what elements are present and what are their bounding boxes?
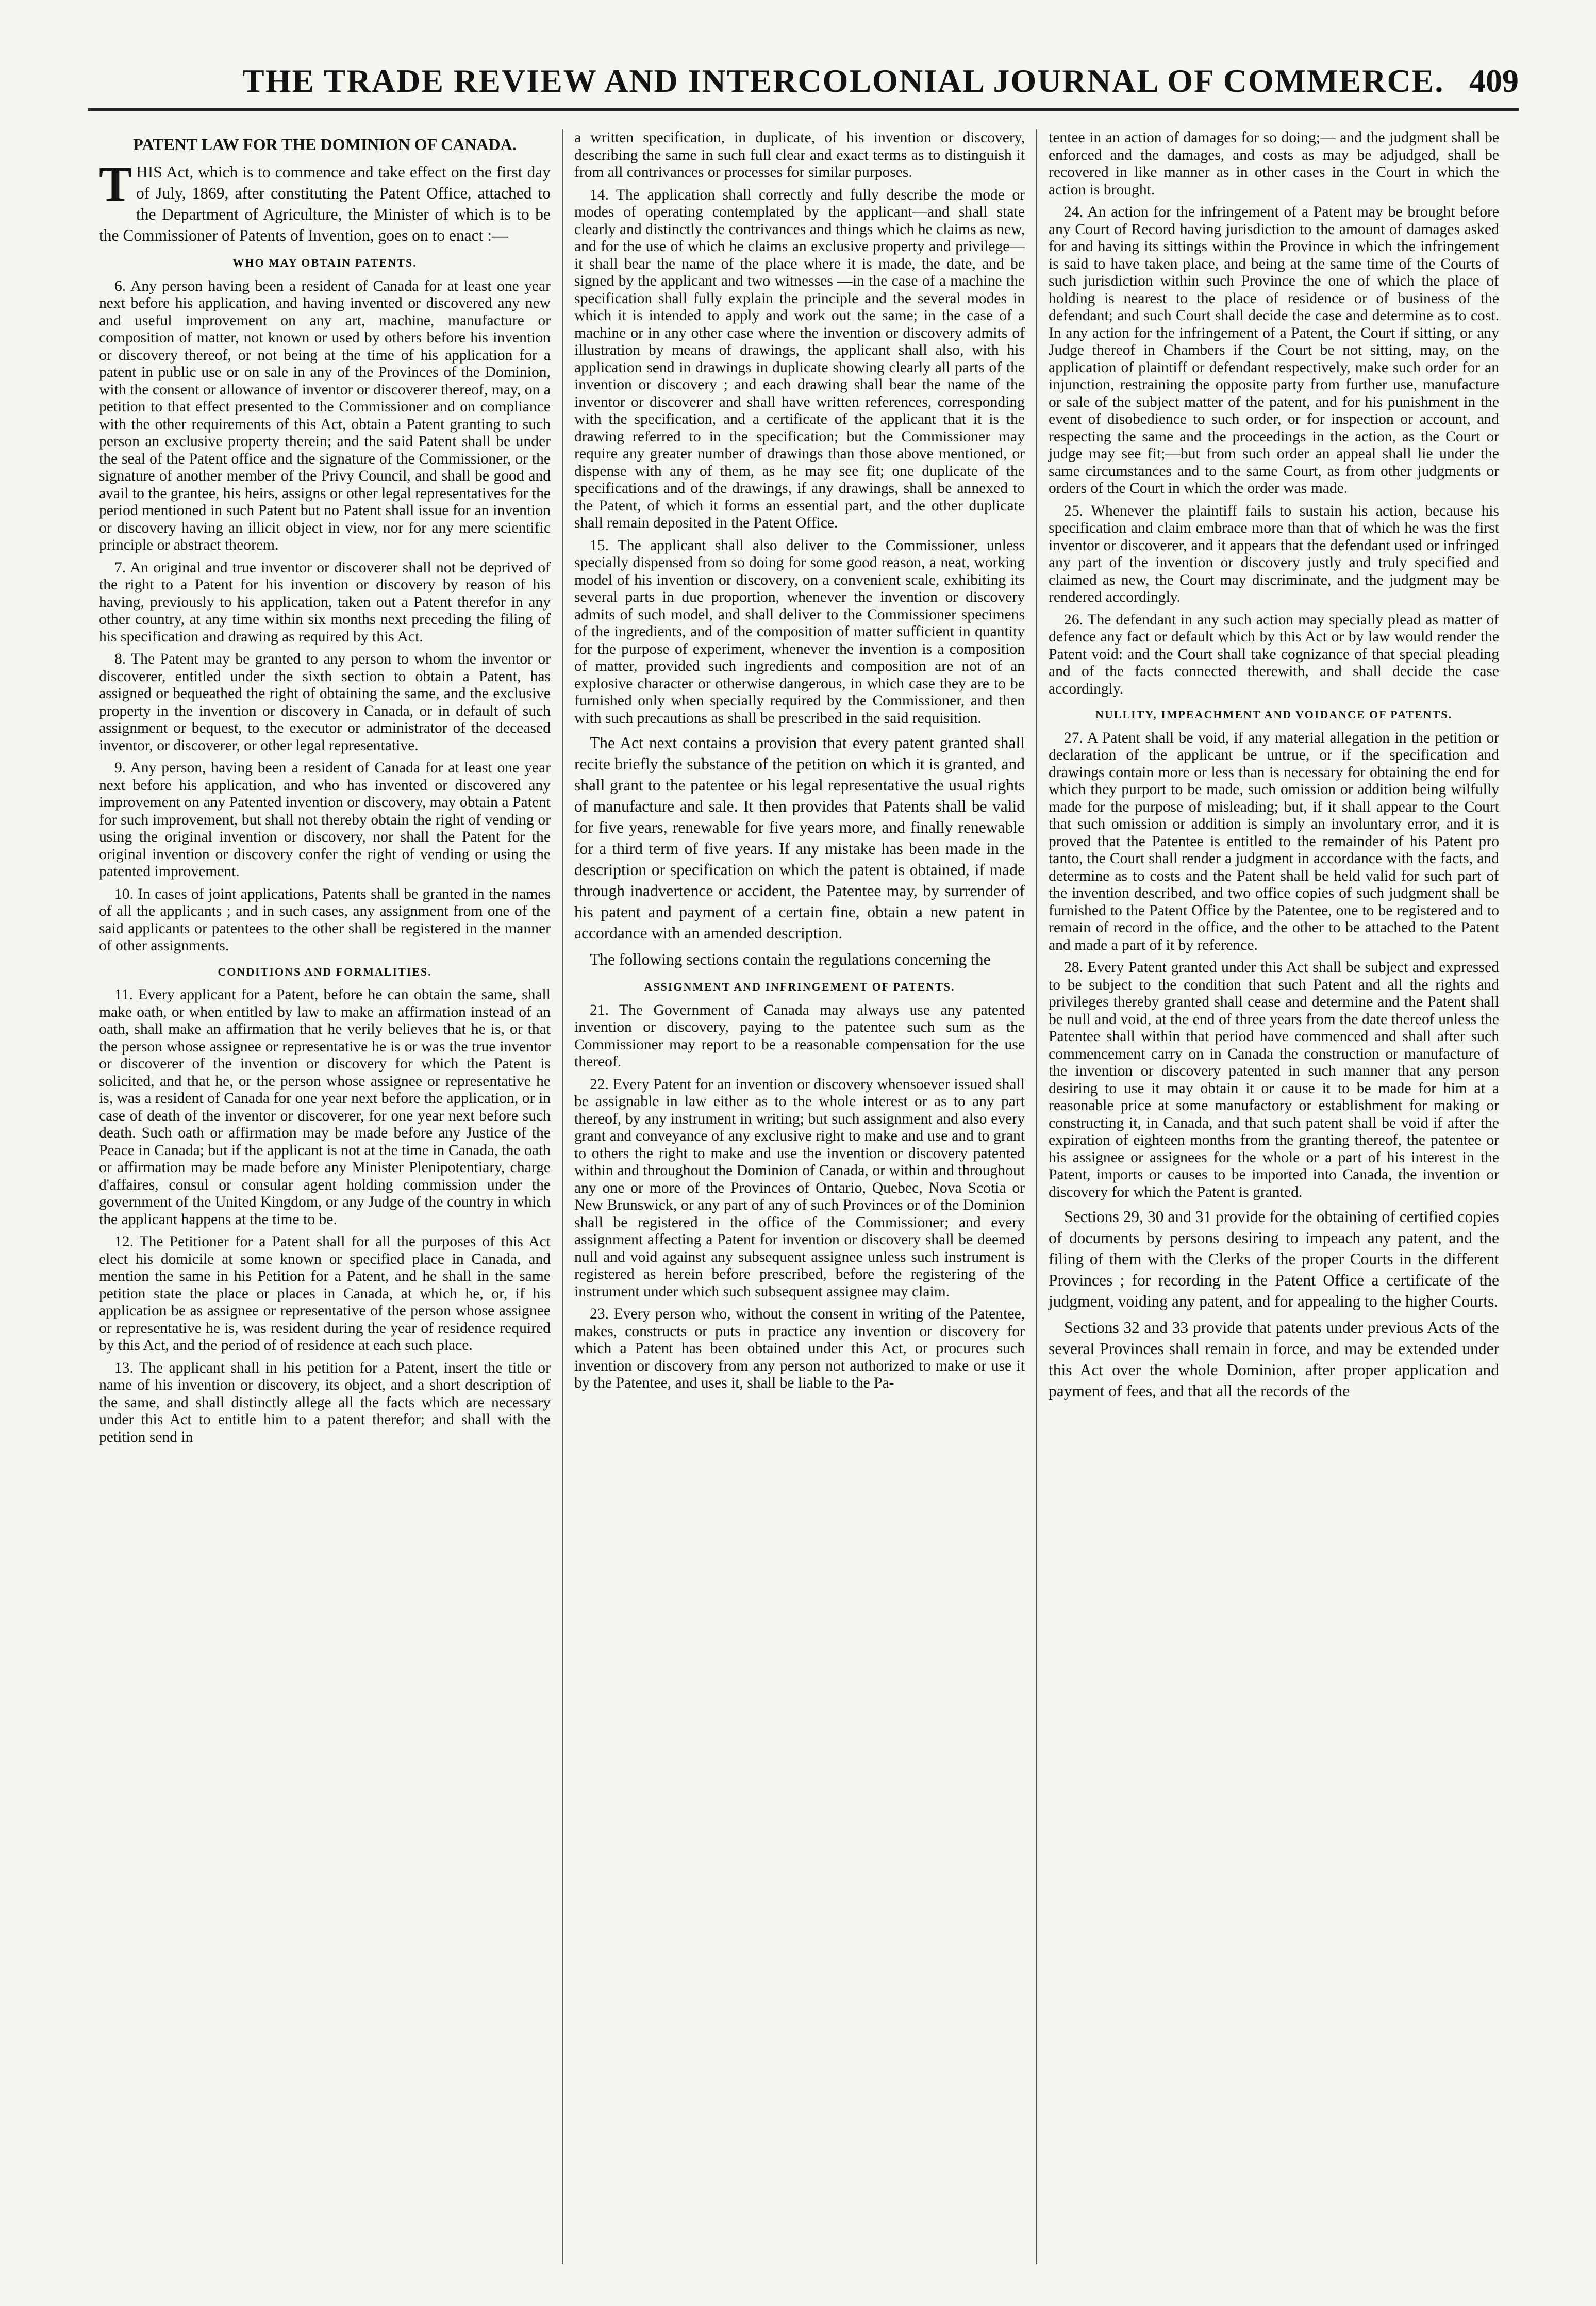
section-heading-nullity: NULLITY, IMPEACHMENT AND VOIDANCE OF PATENTS.	[1095, 708, 1452, 721]
paragraph-sections-32-33: Sections 32 and 33 provide that patents under previous Acts of the several Provinces shall remain in force, and may be extended under this Act over the whole Dominion, after proper application and payment of fees, and that all the records of the	[1049, 1319, 1499, 1400]
text-columns	[88, 129, 1519, 2264]
article-title: PATENT LAW FOR THE DOMINION OF CANADA.	[133, 135, 517, 154]
section-13: 13. The applicant shall in his petition for a Patent, insert the title or name of his invention or discovery, its object, and a short description of the same, and shall distinctly allege all the facts which are necessary under this Act to entitle him to a patent therefor; and shall with the petition send in	[99, 1359, 551, 1445]
section-15: 15. The applicant shall also deliver to the Commissioner, unless specially dispensed from so doing for some good reason, a neat, working model of his invention or discovery, on a convenient scale, exhibiting its several parts in due proportion, whenever the invention or discovery admits of such model, and shall deliver to the Commissioner specimens of the ingredients, and of the composition of matter sufficient in quantity for the purpose of experiment, whenever the invention is a composition of matter, provided such ingredients and composition are not of an explosive character or otherwise dangerous, in which case they are to be furnished only when specially required by the Commissioner, and then with such precautions as shall be prescribed in the said requisition.	[574, 537, 1025, 727]
page-number: 409	[1469, 62, 1519, 99]
section-22: 22. Every Patent for an invention or discovery whensoever issued shall be assignable in law either as to the whole interest or as to any part thereof, by any instrument in writing; but such assignment and also every grant and conveyance of any exclusive right to make and use and to grant to others the right to make and use the invention or discovery patented within and throughout the Dominion of Canada, or within and throughout any one or more of the Provinces of Ontario, Quebec, Nova Scotia or New Brunswick, or any part of any of such Provinces or of the Dominion shall be registered in the office of the Commissioner; and every assignment affecting a Patent for invention or discovery shall be deemed null and void against any subsequent assignee unless such instrument is registered as herein before prescribed, before the registering of the instrument under which such subsequent assignee may claim.	[574, 1076, 1025, 1300]
section-7: 7. An original and true inventor or discoverer shall not be deprived of the right to a Patent for his invention or discovery by reason of his having, previously to his application, taken out a Patent therefor in any other country, at any time within six months next preceding the filing of his specification and drawing as required by this Act.	[99, 559, 551, 645]
masthead	[88, 62, 1519, 111]
paragraph-following-sections: The following sections contain the regulations concerning the	[590, 950, 991, 968]
paragraph-sections-29-31: Sections 29, 30 and 31 provide for the obtaining of certified copies of documents by persons desiring to impeach any patent, and the filing of them with the Clerks of the proper Courts in the different Provinces ; for recording in the Patent Office a certificate of the judgment, voiding any patent, and for appealing to the higher Courts.	[1049, 1208, 1499, 1310]
section-23: 23. Every person who, without the consent in writing of the Patentee, makes, constructs or puts in practice any invention or discovery for which a Patent has been obtained under this Act, or procures such invention or discovery from any person not authorized to make or use it by the Patentee, and uses it, shall be liable to the Pa-	[574, 1306, 1025, 1391]
section-21: 21. The Government of Canada may always use any patented invention or discovery, paying to the patentee such sum as the Commissioner may report to be a reasonable compensation for the use thereof.	[574, 1001, 1025, 1070]
journal-title: THE TRADE REVIEW AND INTERCOLONIAL JOURNAL OF COMMERCE.	[242, 62, 1444, 99]
section-13-continued: a written specification, in duplicate, of his invention or discovery, describing the same in such full clear and exact terms as to distinguish it from all contrivances or processes for similar purposes.	[574, 129, 1025, 180]
section-12: 12. The Petitioner for a Patent shall for all the purposes of this Act elect his domicile at some known or specified place in Canada, and mention the same in his Petition for a Patent, and he shall in the same petition state the place or places in Canada, at which he, or, if his application be as assignee or representative of the person whose assignee or representative he is, was resident during the year of residence required by this Act, and the period of of residence at each such place.	[99, 1233, 551, 1354]
section-6: 6. Any person having been a resident of Canada for at least one year next before his application, and having invented or discovered any new and useful improvement on any art, machine, manufacture or composition of matter, not known or used by others before his invention or discovery thereof, or not being at the time of his application for a patent in public use or on sale in any of the Provinces of the Dominion, with the consent or allowance of inventor or discoverer thereof, may, on a petition to that effect presented to the Commissioner and on compliance with the other requirements of this Act, obtain a Patent granting to such person an exclusive property therein; and the said Patent shall be under the seal of the Patent office and the signature of the Commissioner, or the signature of another member of the Privy Council, and shall be good and avail to the grantee, his heirs, assigns or other legal representatives for the period mentioned in such Patent but no Patent shall issue for an invention or discovery having an illicit object in view, nor for any mere scientific principle or abstract theorem.	[99, 277, 551, 553]
article-intro	[99, 156, 551, 246]
section-26: 26. The defendant in any such action may specially plead as matter of defence any fact or default which by this Act or by law would render the Patent void: and the Court shall take cognizance of that special pleading and of the facts connected therewith, and shall decide the case accordingly.	[1049, 611, 1499, 697]
column-2	[562, 129, 1036, 2264]
section-11: 11. Every applicant for a Patent, before he can obtain the same, shall make oath, or when entitled by law to make an affirmation instead of an oath, shall make an affirmation that he verily believes that he is, or that the person whose assignee or representative he is or was the true inventor or discoverer of the invention or discovery for which the Patent is solicited, and that he, or the person whose assignee or representative he is, was a resident of Canada for one year next before the application, or in case of death of the inventor or discoverer, for one year next before such death. Such oath or affirmation may be made before any Justice of the Peace in Canada; but if the applicant is not at the time in Canada, the oath or affirmation may be made before any Minister Plenipotentiary, charge d'affaires, consul or consular agent holding commission under the government of the United Kingdom, or any Judge of the country in which the applicant happens at the time to be.	[99, 986, 551, 1228]
section-27: 27. A Patent shall be void, if any material allegation in the petition or declaration of the applicant be untrue, or if the specification and drawings contain more or less than is necessary for obtaining the end for which they purport to be made, such omission or addition being wilfully made for the purpose of misleading; but, if it shall appear to the Court that such omission or addition is simply an involuntary error, and it is proved that the Patentee is entitled to the remainder of his Patent pro tanto, the Court shall render a judgment in accordance with the facts, and determine as to costs and the Patent shall be held valid for such part of the invention described, and two office copies of such judgment shall be furnished to the Patent Office by the Patentee, one to be registered and to remain of record in the office, and the other to be attached to the Patent and made a part of it by reference.	[1049, 729, 1499, 953]
section-24: 24. An action for the infringement of a Patent may be brought before any Court of Record having jurisdiction to the amount of damages asked for and having its sittings within the Province in which the infringement is said to have taken place, and being at the same time of the Courts of such jurisdiction within such Province the one of which the place of holding is nearest to the place of residence or of business of the defendant; and such Court shall decide the case and determine as to cost. In any action for the infringement of a Patent, the Court if sitting, or any Judge thereof in Chambers if the Court be not sitting, may, on the application of plaintiff or defendant respectively, make such order for an injunction, restraining the opposite party from further use, manufacture or sale of the subject matter of the patent, and for his punishment in the event of disobedience to such order, or for inspection or account, and respecting the same and the proceedings in the action, as the Court or judge may see fit;—but from such order an appeal shall lie under the same circumstances and to the same Court, as from other judgments or orders of the Court in which the order was made.	[1049, 204, 1499, 497]
section-23-continued: tentee in an action of damages for so doing;— and the judgment shall be enforced and the damages, and costs as may be adjudged, shall be recovered in like manner as in other cases in the Court in which the action is brought.	[1049, 129, 1499, 198]
column-3	[1036, 129, 1510, 2264]
section-9: 9. Any person, having been a resident of Canada for at least one year next before his application, and who has invented or discovered any improvement on any Patented invention or discovery, may obtain a Patent for such improvement, but shall not thereby obtain the right of vending or using the original invention or discovery, nor shall the Patent for the original invention or discovery confer the right of vending or using the patented improvement.	[99, 760, 551, 880]
drop-cap: T	[99, 156, 132, 211]
paragraph-act-next: The Act next contains a provision that every patent granted shall recite briefly the substance of the petition on which it is granted, and shall grant to the patentee or his legal representative the usual rights of manufacture and sale. It then provides that Patents shall be valid for five years, renewable for five years more, and finally renewable for a third term of five years. If any mistake has been made in the description or specification on which the patent is obtained, if made through inadvertence or accident, the Patentee may, by surrender of his patent and payment of a certain fine, obtain a new patent in accordance with an amended description.	[574, 734, 1025, 942]
section-8: 8. The Patent may be granted to any person to whom the inventor or discoverer, entitled under the sixth section to obtain a Patent, has assigned or bequeathed the right of obtaining the same, and the exclusive property in the invention or discovery in Canada, or in default of such assignment or bequest, to the executor or administrator of the deceased inventor, or discoverer, or other legal representative.	[99, 651, 551, 754]
column-1	[88, 129, 562, 2264]
section-heading-conditions: CONDITIONS AND FORMALITIES.	[218, 965, 432, 978]
section-25: 25. Whenever the plaintiff fails to sustain his action, because his specification and claim embrace more than that of which he was the first inventor or discoverer, and it appears that the defendant used or infringed any part of the invention or discovery justly and truly specified and claimed as new, the Court may discriminate, and the judgment may be rendered accordingly.	[1049, 502, 1499, 605]
section-14: 14. The application shall correctly and fully describe the mode or modes of operating contemplated by the applicant—and shall state clearly and distinctly the contrivances and things which he claims as new, and for the use of which he claims an exclusive property and privilege—it shall bear the name of the place where it is made, the date, and be signed by the applicant and two witnesses —in the case of a machine the specification shall fully explain the principle and the several modes in which it is intended to apply and work out the same; in the case of a machine or in any other case where the invention or discovery admits of illustration by means of drawings, the applicant shall also, with his application send in drawings in duplicate showing clearly all parts of the invention or discovery ; and each drawing shall bear the name of the inventor or discoverer and shall have written references, corresponding with the specification, and a certificate of the applicant that it is the drawing referred to in the specification; but the Commissioner may require any greater number of drawings than those above mentioned, or dispense with any of them, as he may see fit; one duplicate of the specifications and of the drawings, if any drawings, shall be annexed to the Patent, of which it forms an essential part, and the other duplicate shall remain deposited in the Patent Office.	[574, 186, 1025, 531]
section-10: 10. In cases of joint applications, Patents shall be granted in the names of all the applicants ; and in such cases, any assignment from one of the said applicants or patentees to the other shall be registered in the manner of other assignments.	[99, 885, 551, 954]
section-28: 28. Every Patent granted under this Act shall be subject and expressed to be subject to the condition that such Patent and all the rights and privileges thereby granted shall cease and determine and the Patent shall be null and void, at the end of three years from the date thereof unless the Patentee shall within that period have commenced and shall after such commencement carry on in Canada the construction or manufacture of the invention or discovery patented in such manner that any person desiring to use it may obtain it or cause it to be made for him at a reasonable price at some manufactory or establishment for making or constructing it, in Canada, and that such patent shall be void if after the expiration of eighteen months from the granting thereof, the patentee or his assignee or assignees for the whole or a part of his interest in the Patent, imports or causes to be imported into Canada, the invention or discovery for which the Patent is granted.	[1049, 959, 1499, 1200]
section-heading-assignment: ASSIGNMENT AND INFRINGEMENT OF PATENTS.	[644, 980, 955, 993]
intro-text: HIS Act, which is to commence and take effect on the first day of July, 1869, after constituting the Patent Office, attached to the Department of Agriculture, the Minister of which is to be the Commissioner of Patents of Invention, goes on to enact :—	[99, 163, 551, 244]
section-heading-who-may-obtain: WHO MAY OBTAIN PATENTS.	[232, 256, 417, 269]
